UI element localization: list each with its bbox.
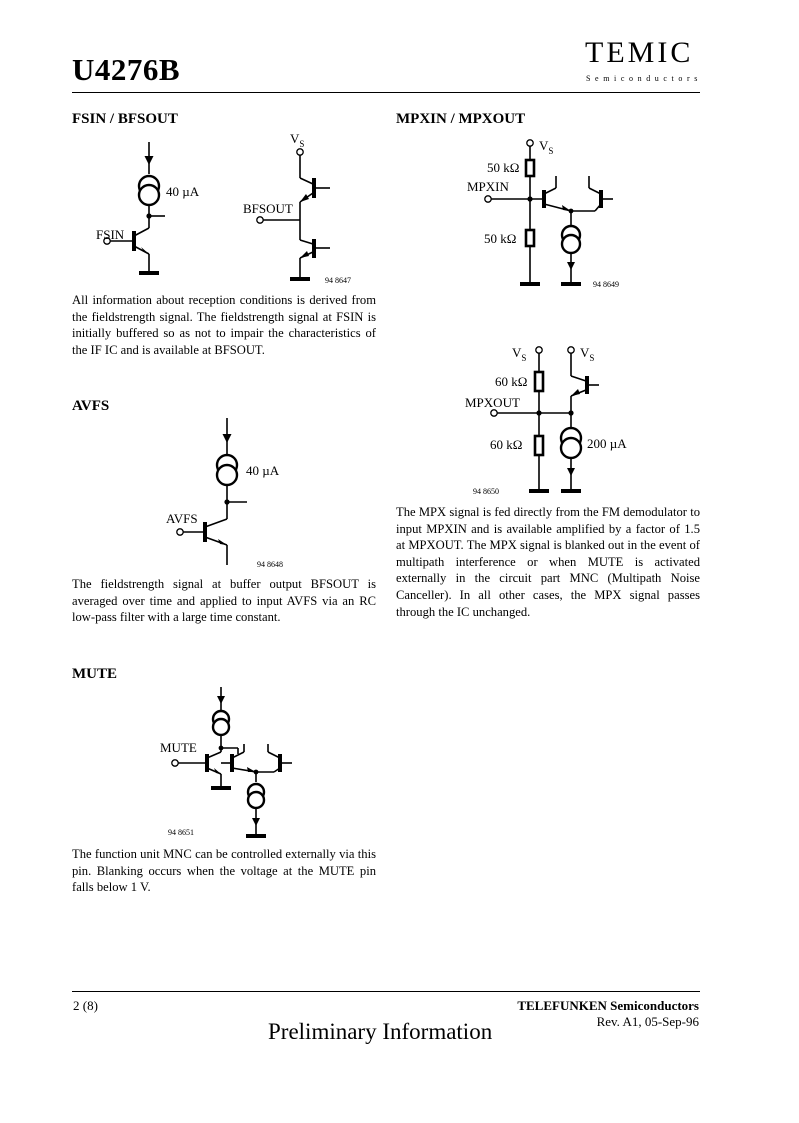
mute-label: MUTE [160,740,197,755]
avfs-description: The fieldstrength signal at buffer output BFSOUT is averaged over time and applied to input AVFS via an RC low-pass filter with a large time constant. [72,577,376,625]
fsin-bfsout-figure-ref: 94 8647 [325,276,351,285]
brand-logo: TEMIC [585,36,694,69]
footer-revision: Rev. A1, 05-Sep-96 [596,1014,699,1029]
section-title-fsin-bfsout: FSIN / BFSOUT [72,111,178,127]
section-title-mute: MUTE [72,666,117,682]
fsin-label: FSIN [96,227,125,242]
mute-figure-ref: 94 8651 [168,828,194,837]
avfs-figure-ref: 94 8648 [257,560,283,569]
page-number: 2 (8) [73,998,98,1013]
mpxout-figure-ref: 94 8650 [473,487,499,496]
section-title-mpx: MPXIN / MPXOUT [396,111,526,127]
bfsout-label: BFSOUT [243,201,293,216]
mpxout-vs-right-label: $V_S$ [580,345,595,363]
mpxin-vs-label: $V_S$ [539,138,554,156]
footer-rule [72,991,700,992]
mpxout-label: MPXOUT [465,395,520,410]
section-title-avfs: AVFS [72,398,110,414]
footer-company: TELEFUNKEN Semiconductors [517,998,699,1013]
mpxout-rbot-label: 60 kΩ [490,437,523,452]
avfs-current-label: 40 µA [246,463,280,478]
mute-description: The function unit MNC can be controlled externally via this pin. Blanking occurs when the voltage at the MUTE pin falls below 1 V. [72,847,376,895]
avfs-label: AVFS [166,511,198,526]
mpxin-rtop-label: 50 kΩ [487,160,520,175]
mpxout-vs-left-label: $V_S$ [512,345,527,363]
bfsout-vs-label: $V_S$ [290,131,305,149]
mpxin-rbot-label: 50 kΩ [484,231,517,246]
mpxout-rtop-label: 60 kΩ [495,374,528,389]
preliminary-notice: Preliminary Information [268,1019,493,1044]
part-number: U4276B [72,52,181,87]
fsin-current-label: 40 µA [166,184,200,199]
mpxin-label: MPXIN [467,179,509,194]
brand-subtitle: Semiconductors [586,74,702,83]
mpxin-figure-ref: 94 8649 [593,280,619,289]
mpx-description: The MPX signal is fed directly from the FM demodulator to input MPXIN and is available amplified by a factor of 1.5 at MPXOUT. The MPX signal is blanked out in the event of multipath interference or when MUTE is activated externally in the circuit part MNC (Multipath Noise Canceller). In all other cases, the MPX signal passes through the IC unchanged. [396,505,700,619]
mpxout-current-label: 200 µA [587,436,627,451]
fsin-bfsout-description: All information about reception conditions is derived from the fieldstrength signal. The fieldstrength signal at FSIN is initially buffered so as not to impair the characteristics of the IF IC and is available at BFSOUT. [72,293,376,357]
